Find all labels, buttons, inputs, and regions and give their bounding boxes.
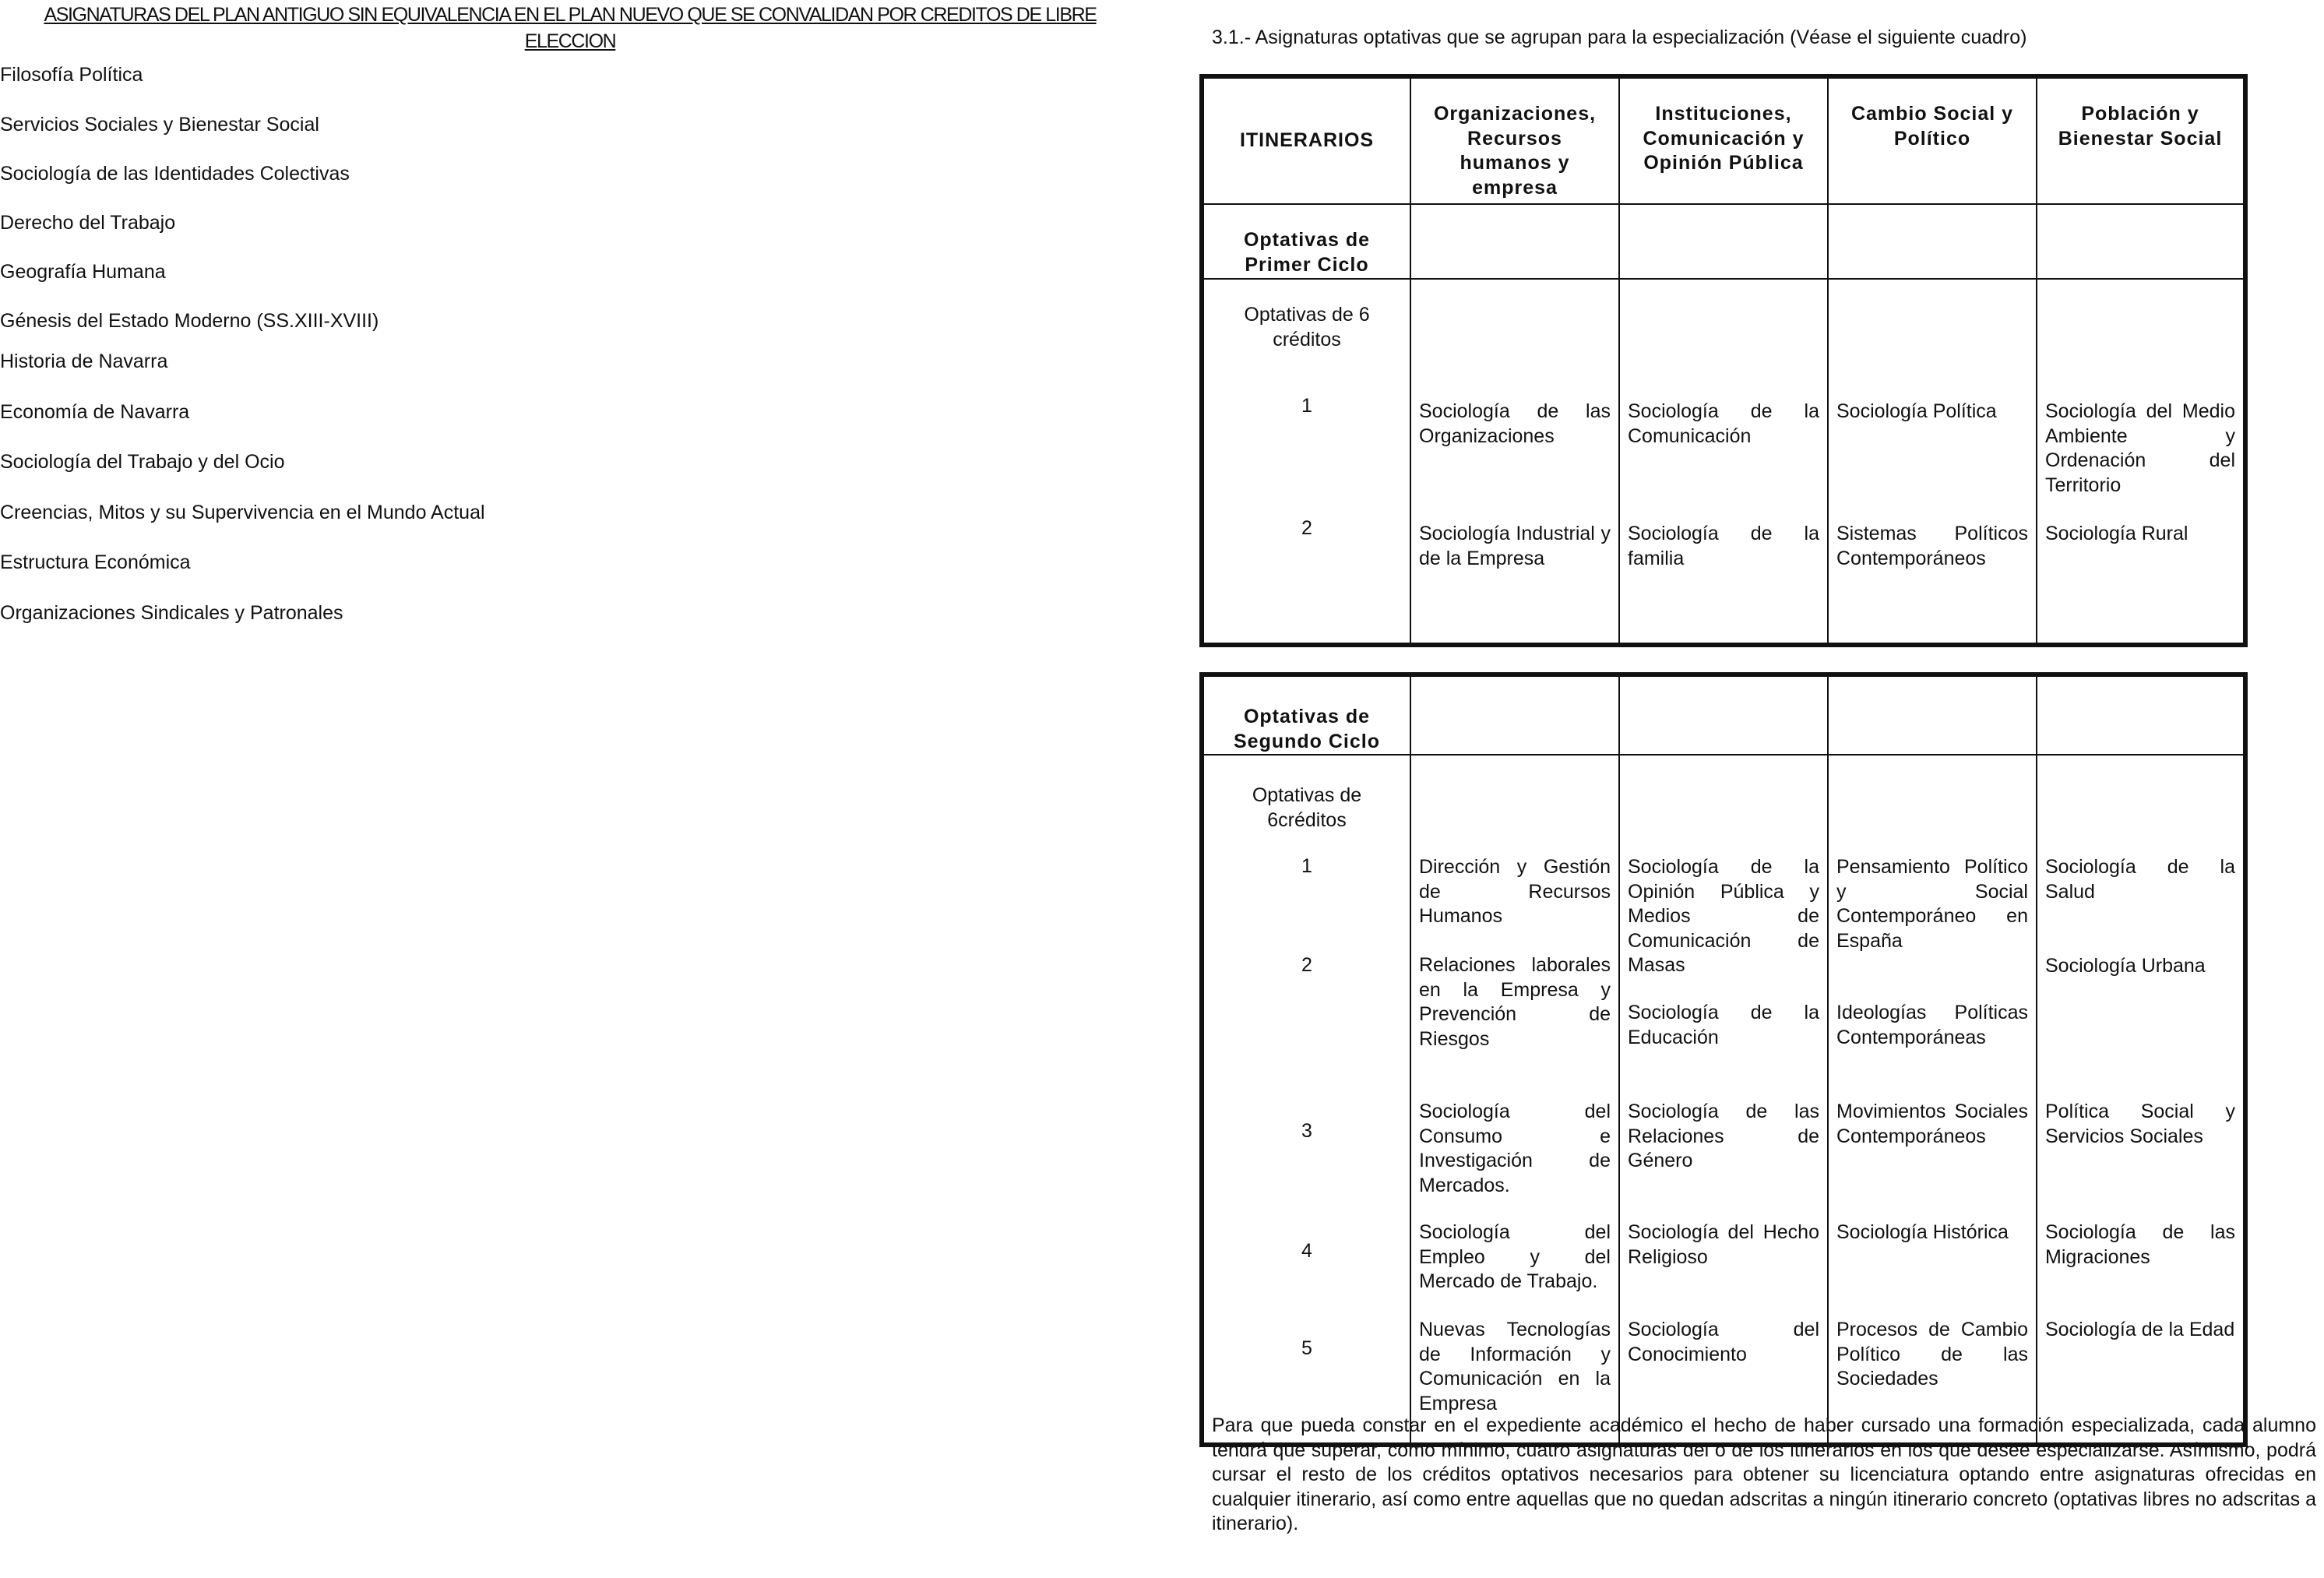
subject-cell: Sociología de la Salud xyxy=(2045,856,2235,903)
credits-subheading: Optativas de 6 créditos xyxy=(1244,304,1370,350)
empty-cell xyxy=(1410,204,1619,279)
row-number: 5 xyxy=(1301,1337,1312,1359)
credits-subheading: Optativas de 6créditos xyxy=(1252,784,1362,831)
specialization-footnote: Para que pueda constar en el expediente académico el hecho de haber cursado una formación especializada, cada alumno tendrá que superar, como mínimo, cuatro asignaturas del o de los itinerarios en los que desee especializarse. Asímismo, podrá cursar el resto de los créditos optativos necesarios para obtener su licenciatura optando entre asignaturas ofrecidas en cualquier itinerario, así como entre aquellas que no quedan adscritas a ningún itinerario concreto (optativas libres no adscritas a itinerario). xyxy=(1212,1414,2316,1534)
subject-cell: Sociología de las Relaciones de Género xyxy=(1628,1101,1819,1171)
subject-cell: Nuevas Tecnologías de Información y Comunicación en la Empresa xyxy=(1419,1319,1611,1414)
specialization-heading: 3.1.- Asignaturas optativas que se agrupan para la especialización (Véase el siguiente cuadro) xyxy=(1212,26,2027,48)
subject-cell: Sociología del Medio Ambiente y Ordenación del Territorio xyxy=(2045,400,2235,496)
row-number: 1 xyxy=(1301,395,1312,417)
header-cambio-social: Cambio Social y Político xyxy=(1828,76,2037,204)
itinerary-column-cell xyxy=(1619,755,1828,1445)
header-poblacion: Población y Bienestar Social xyxy=(2037,76,2245,204)
subject-cell: Sociología de las Organizaciones xyxy=(1419,400,1611,447)
subject-cell: Dirección y Gestión de Recursos Humanos xyxy=(1419,856,1611,927)
subject-cell: Política Social y Servicios Sociales xyxy=(2045,1101,2235,1147)
empty-cell xyxy=(1410,675,1619,755)
itinerary-column-cell xyxy=(1619,279,1828,645)
list-item: Filosofía Política xyxy=(0,64,143,86)
empty-cell xyxy=(1619,675,1828,755)
empty-cell xyxy=(1828,204,2037,279)
subject-cell: Sociología de la Comunicación xyxy=(1628,400,1819,447)
empty-cell xyxy=(2037,675,2245,755)
list-item: Sociología de las Identidades Colectivas xyxy=(0,163,350,185)
row-number: 4 xyxy=(1301,1240,1312,1262)
subject-cell: Procesos de Cambio Político de las Sociedades xyxy=(1836,1319,2028,1390)
list-item: Sociología del Trabajo y del Ocio xyxy=(0,451,285,473)
list-item: Geografía Humana xyxy=(0,261,166,283)
list-item: Creencias, Mitos y su Supervivencia en el Mundo Actual xyxy=(0,502,485,523)
header-itinerarios: ITINERARIOS xyxy=(1202,76,1410,204)
row-number: 3 xyxy=(1301,1120,1312,1142)
row-labels-cell xyxy=(1202,755,1410,1445)
empty-cell xyxy=(1828,675,2037,755)
list-item: Servicios Sociales y Bienestar Social xyxy=(0,114,319,136)
subject-cell: Sociología del Consumo e Investigación de Mercados. xyxy=(1419,1101,1611,1196)
subject-cell: Sociología Industrial y de la Empresa xyxy=(1419,523,1611,569)
list-item: Historia de Navarra xyxy=(0,350,168,372)
subject-cell: Sociología de la Opinión Pública y Medios de Comunicación de Masas xyxy=(1628,856,1819,976)
subject-cell: Sociología de las Migraciones xyxy=(2045,1221,2235,1268)
empty-cell xyxy=(2037,204,2245,279)
itinerary-column-cell xyxy=(2037,755,2245,1445)
subject-cell: Sociología Histórica xyxy=(1836,1221,2009,1243)
itinerary-column-cell xyxy=(1828,279,2037,645)
empty-cell xyxy=(1619,204,1828,279)
subject-cell: Sociología de la Edad xyxy=(2045,1319,2235,1340)
subject-cell: Sociología del Empleo y del Mercado de Trabajo. xyxy=(1419,1221,1611,1292)
subject-cell: Sociología de la Educación xyxy=(1628,1002,1819,1048)
header-instituciones: Instituciones, Comunicación y Opinión Pública xyxy=(1619,76,1828,204)
row-number: 2 xyxy=(1301,954,1312,976)
list-item: Estructura Económica xyxy=(0,551,191,573)
left-section-title: ASIGNATURAS DEL PLAN ANTIGUO SIN EQUIVALENCIA EN EL PLAN NUEVO QUE SE CONVALIDAN POR CREDITOS DE LIBRE ELECCION xyxy=(44,4,1097,52)
list-item: Génesis del Estado Moderno (SS.XIII-XVIII) xyxy=(0,310,379,332)
subject-cell: Sociología Rural xyxy=(2045,523,2188,544)
subject-cell: Sistemas Políticos Contemporáneos xyxy=(1836,523,2028,569)
section-primer-ciclo: Optativas de Primer Ciclo xyxy=(1202,204,1410,279)
subject-cell: Sociología Política xyxy=(1836,400,1997,422)
subject-cell: Ideologías Políticas Contemporáneas xyxy=(1836,1002,2028,1048)
subject-cell: Movimientos Sociales Contemporáneos xyxy=(1836,1101,2028,1147)
row-number: 2 xyxy=(1301,517,1312,539)
header-organizaciones: Organizaciones, Recursos humanos y empresa xyxy=(1410,76,1619,204)
subject-cell: Sociología del Hecho Religioso xyxy=(1628,1221,1819,1268)
itinerary-column-cell xyxy=(1410,279,1619,645)
list-item: Organizaciones Sindicales y Patronales xyxy=(0,602,343,624)
second-cycle-table xyxy=(1199,672,2248,1447)
first-cycle-table xyxy=(1199,74,2248,647)
subject-cell: Sociología del Conocimiento xyxy=(1628,1319,1819,1365)
subject-cell: Sociología Urbana xyxy=(2045,955,2206,977)
row-labels-cell xyxy=(1202,279,1410,645)
list-item: Derecho del Trabajo xyxy=(0,212,176,234)
section-segundo-ciclo: Optativas de Segundo Ciclo xyxy=(1202,675,1410,755)
itinerary-column-cell xyxy=(2037,279,2245,645)
list-item: Economía de Navarra xyxy=(0,401,190,423)
subject-cell: Pensamiento Político y Social Contemporáneo en España xyxy=(1836,856,2028,952)
itinerary-column-cell xyxy=(1828,755,2037,1445)
subject-cell: Relaciones laborales en la Empresa y Prevención de Riesgos xyxy=(1419,954,1611,1050)
subject-cell: Sociología de la familia xyxy=(1628,523,1819,569)
row-number: 1 xyxy=(1301,855,1312,877)
itinerary-column-cell xyxy=(1410,755,1619,1445)
